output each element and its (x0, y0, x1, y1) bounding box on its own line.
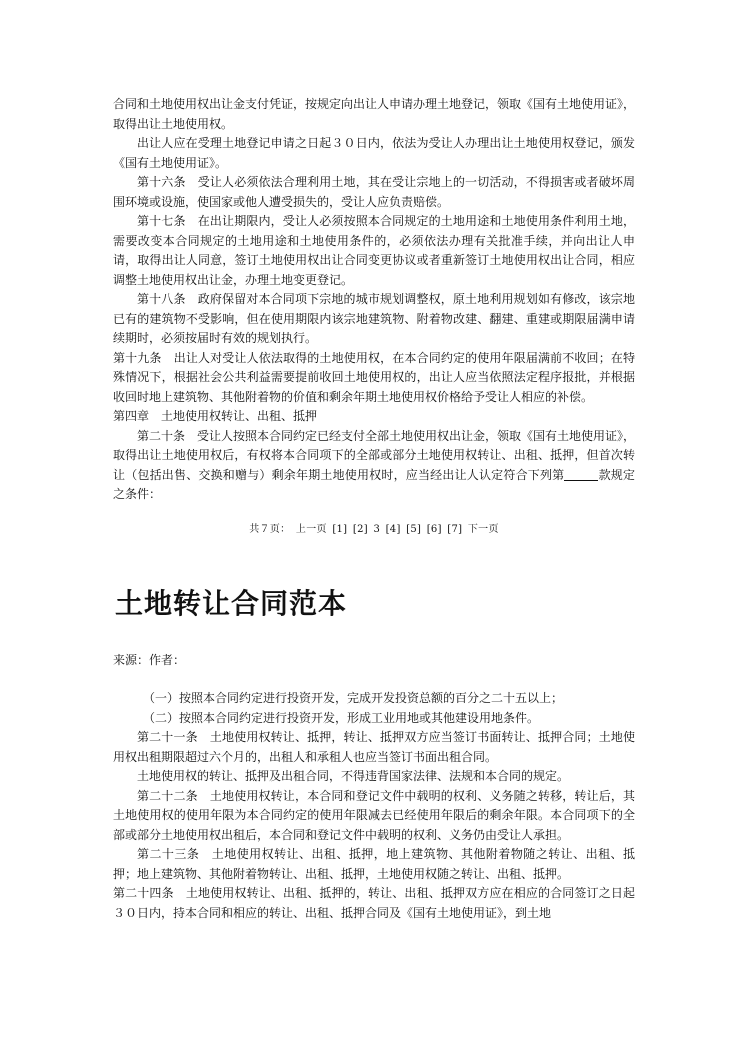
paragraph-article-19: 第十九条 出让人对受让人依法取得的土地使用权，在本合同约定的使用年限届满前不收回；在特殊情况下，根据社会公共利益需要提前收回土地使用权的，出让人应当依照法定程序报批，并根据收回时地上建筑物、其他附着物的价值和剩余年期土地使用权价格给予受让人相应的补偿。 (113, 350, 635, 404)
prev-page-link[interactable]: 上一页 (295, 524, 327, 535)
paragraph-article-24: 第二十四条 土地使用权转让、出租、抵押的，转让、出租、抵押双方应在相应的合同签订之日起３０日内，持本合同和相应的转让、出租、抵押合同及《国有土地使用证》，到土地 (113, 886, 635, 920)
paragraph-article-20-tail: 款规定之条件： (113, 467, 635, 501)
bottom-text-block (113, 689, 635, 923)
page-link-1[interactable]: [1] (332, 524, 348, 535)
page-link-6[interactable]: [6] (426, 524, 442, 535)
page-link-5[interactable]: [5] (406, 524, 422, 535)
fill-in-blank[interactable] (564, 468, 598, 481)
paragraph: 出让人应在受理土地登记申请之日起３０日内，依法为受让人办理出让土地使用权登记，颁发《国有土地使用证》。 (113, 136, 635, 170)
current-page: 3 (373, 524, 381, 535)
top-text-block (113, 95, 635, 505)
page-link-7[interactable]: [7] (447, 524, 463, 535)
paragraph: 土地使用权的转让、抵押及出租合同，不得违背国家法律、法规和本合同的规定。 (137, 769, 570, 783)
paragraph-article-20-text: 第二十条 受让人按照本合同约定已经支付全部土地使用权出让金，领取《国有土地使用证》，取得出让土地使用权后，有权将本合同项下的全部或部分土地使用权转让、出租、抵押，但首次转让（包括出售、交换和赠与）剩余年期土地使用权时，应当经出让人认定符合下列第 (113, 428, 636, 482)
page-link-4[interactable]: [4] (385, 524, 401, 535)
chapter-heading: 第四章 土地使用权转让、出租、抵押 (113, 409, 318, 423)
paragraph-article-21: 第二十一条 土地使用权转让、抵押，转让、抵押双方应当签订书面转让、抵押合同；土地使用权出租期限超过六个月的，出租人和承租人也应当签订书面出租合同。 (113, 730, 635, 764)
list-item: （二）按照本合同约定进行投资开发，形成工业用地或其他建设用地条件。 (143, 710, 540, 725)
article-source: 来源：作者： (113, 653, 186, 667)
paragraph-article-20 (113, 427, 635, 505)
paragraph: 合同和土地使用权出让金支付凭证，按规定向出让人申请办理土地登记，领取《国有土地使用证》，取得出让土地使用权。 (113, 97, 636, 131)
paragraph-article-17: 第十七条 在出让期限内，受让人必须按照本合同规定的土地用途和土地使用条件利用土地，需要改变本合同规定的土地用途和土地使用条件的，必须依法办理有关批准手续，并向出让人申请，取得出让人同意，签订土地使用权出让合同变更协议或者重新签订土地使用权出让合同，相应调整土地使用权出让金，办理土地变更登记。 (113, 214, 635, 287)
paragraph-article-16: 第十六条 受让人必须依法合理利用土地，其在受让宗地上的一切活动，不得损害或者破坏周围环境或设施，使国家或他人遭受损失的，受让人应负责赔偿。 (113, 175, 635, 209)
next-page-link[interactable]: 下一页 (467, 524, 499, 535)
paragraph-article-23: 第二十三条 土地使用权转让、出租、抵押，地上建筑物、其他附着物随之转让、出租、抵押；地上建筑物、其他附着物转让、出租、抵押，土地使用权随之转让、出租、抵押。 (113, 847, 635, 881)
list-item: （一）按照本合同约定进行投资开发，完成开发投资总额的百分之二十五以上； (143, 691, 564, 705)
paragraph-article-22: 第二十二条 土地使用权转让，本合同和登记文件中载明的权利、义务随之转移，转让后，其土地使用权的使用年限为本合同约定的使用年限减去已经使用年限后的剩余年限。本合同项下的全部或部分土地使用权出租后，本合同和登记文件中载明的权利、义务仍由受让人承担。 (113, 788, 635, 842)
paragraph-article-18: 第十八条 政府保留对本合同项下宗地的城市规划调整权，原土地利用规划如有修改，该宗地已有的建筑物不受影响，但在使用期限内该宗地建筑物、附着物改建、翻建、重建或期限届满申请续期时，必须按届时有效的规划执行。 (113, 292, 635, 345)
pagination-total: 共７页： (249, 524, 291, 535)
article-title: 土地转让合同范本 (115, 587, 348, 620)
pagination (113, 523, 635, 537)
page-link-2[interactable]: [2] (352, 524, 368, 535)
